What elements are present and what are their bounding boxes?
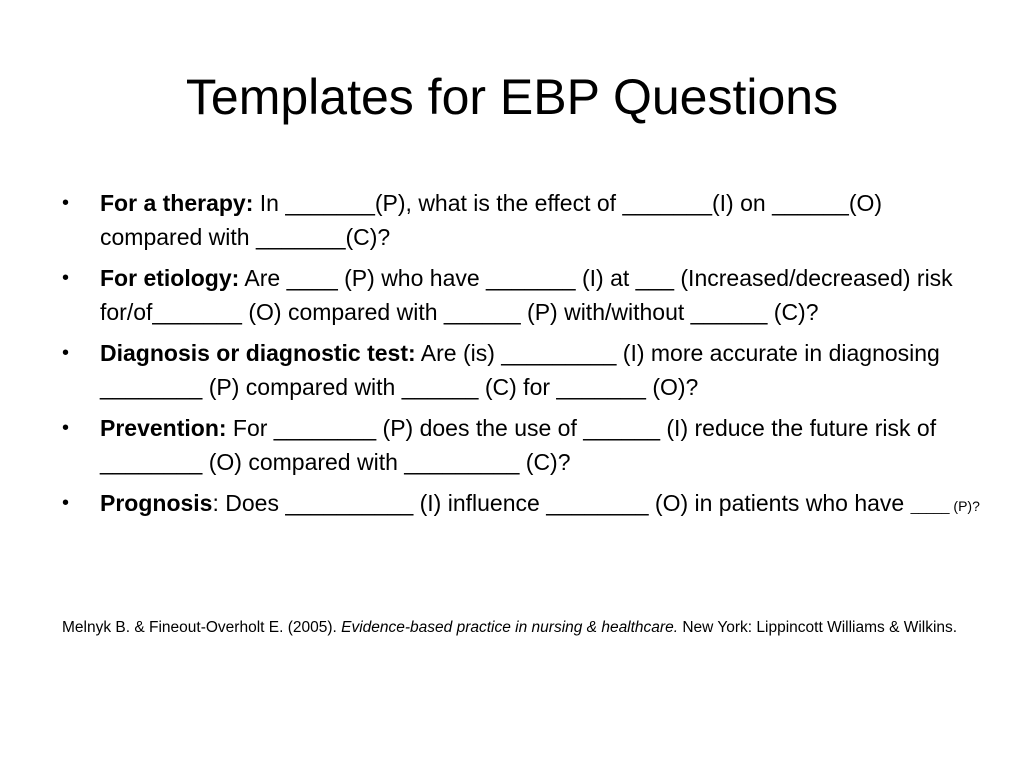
bullet-icon: • [62, 492, 70, 514]
reference-authors: Melnyk B. & Fineout-Overholt E. (2005). [62, 619, 342, 636]
bullet-label: For etiology: [100, 265, 240, 291]
bullet-small-note: _____ (P)? [910, 498, 980, 514]
bullet-list [62, 186, 982, 530]
bullet-item-etiology [62, 261, 982, 329]
reference-citation [62, 617, 982, 639]
bullet-text: For ________ (P) does the use of ______ (I) reduce the future risk of ________ (O) compared with _________ (C)? [100, 415, 937, 475]
bullet-icon: • [62, 417, 70, 439]
bullet-item-therapy [62, 186, 982, 254]
bullet-icon: • [62, 192, 70, 214]
slide-title: Templates for EBP Questions [185, 69, 839, 125]
bullet-item-diagnosis [62, 336, 982, 404]
bullet-text: Are (is) _________ (I) more accurate in diagnosing ________ (P) compared with ______ (C) for _______ (O)? [100, 340, 940, 400]
bullet-item-prevention [62, 411, 982, 479]
bullet-text: Are ____ (P) who have _______ (I) at ___ (Increased/decreased) risk for/of_______ (O) compared with ______ (P) with/without ______ (C)? [100, 265, 953, 325]
reference-book-title: Evidence-based practice in nursing & healthcare. [341, 619, 679, 636]
reference-publisher: New York: Lippincott Williams & Wilkins. [678, 619, 958, 636]
bullet-label: Prevention: [100, 415, 227, 441]
bullet-text: : Does __________ (I) influence ________ (O) in patients who have [212, 490, 911, 516]
bullet-label: Diagnosis or diagnostic test: [100, 340, 416, 366]
bullet-item-prognosis [62, 486, 982, 523]
bullet-icon: • [62, 267, 70, 289]
bullet-label: Prognosis [100, 490, 213, 516]
bullet-text: In _______(P), what is the effect of _______(I) on ______(O) compared with _______(C)? [100, 190, 883, 250]
bullet-icon: • [62, 342, 70, 364]
bullet-label: For a therapy: [100, 190, 254, 216]
